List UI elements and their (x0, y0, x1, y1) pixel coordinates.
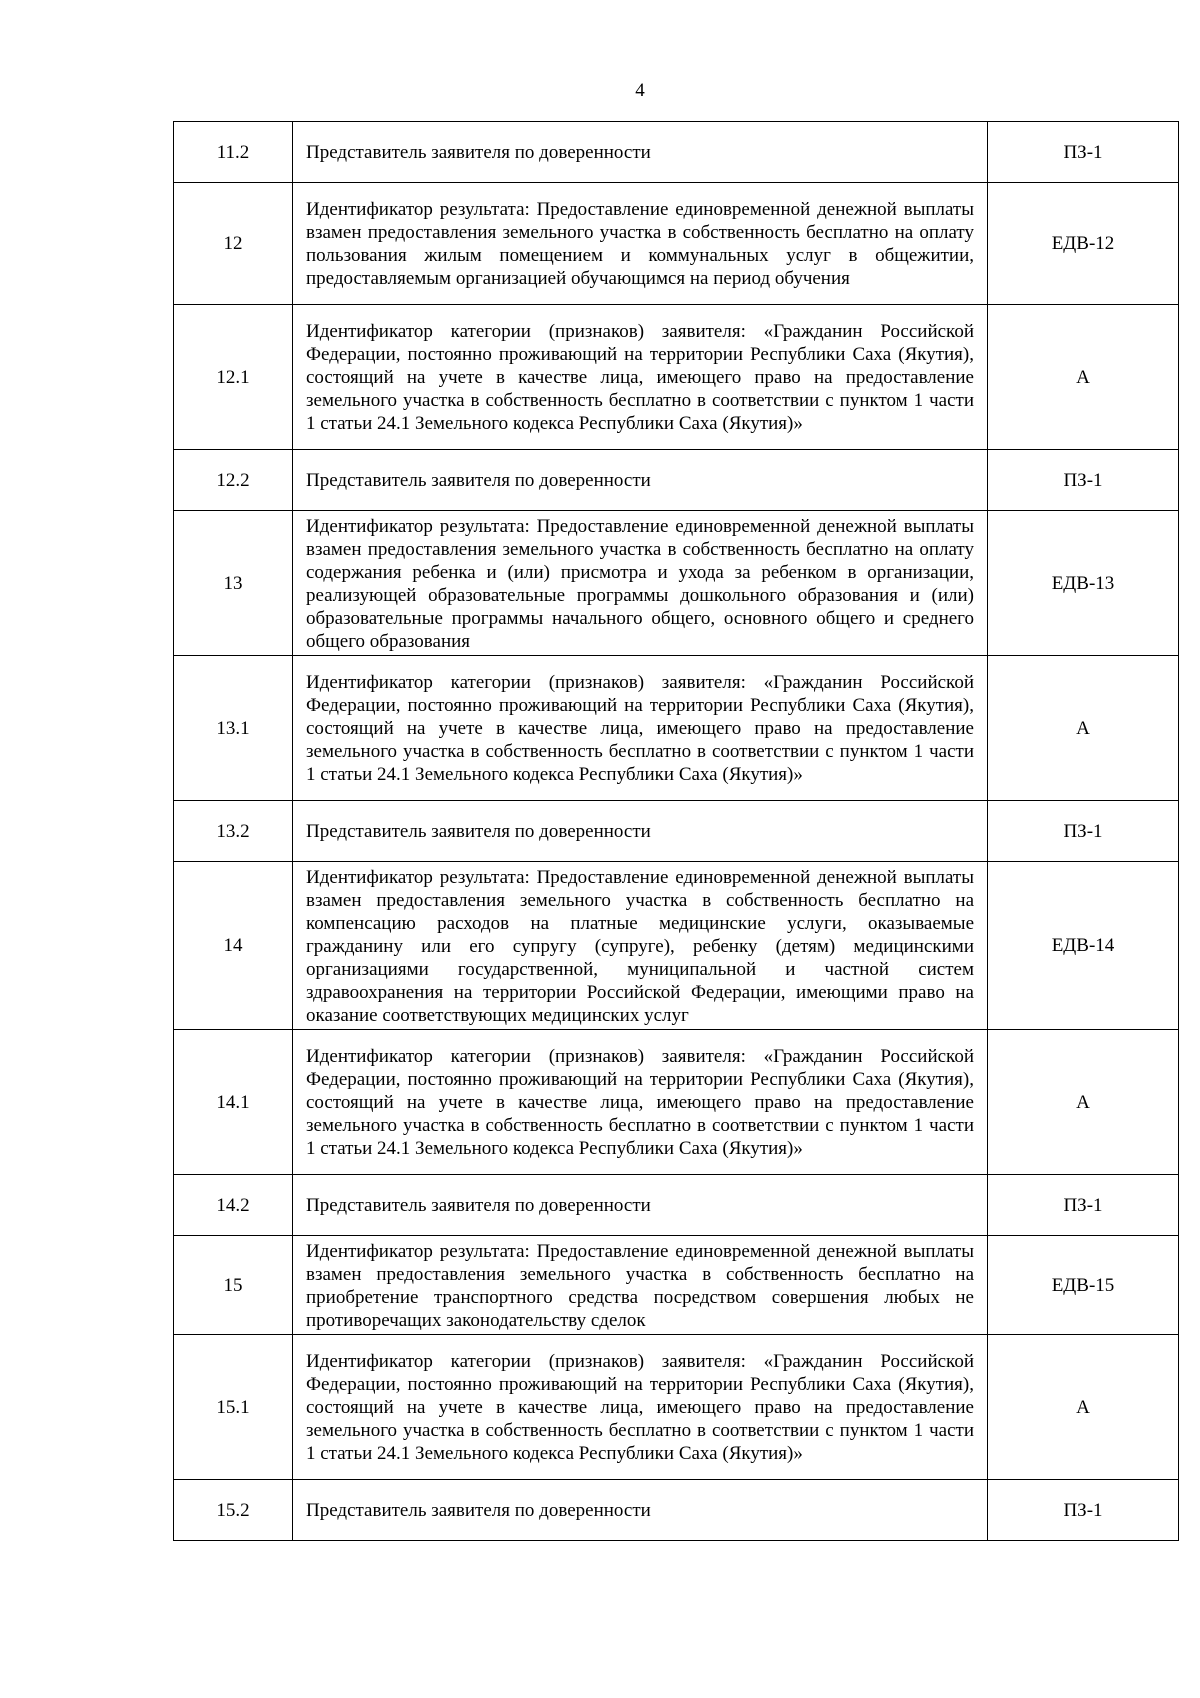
row-description: Идентификатор результата: Предоставление единовременной денежной выплаты взамен предоставления земельного участка в собственность бесплатно на компенсацию расходов на платные медицинские услуги, оказываемые гражданину или его супругу (супруге), ребенку (детям) медицинскими организациями государственной, муниципальной и частной систем здравоохранения на территории Российской Федерации, имеющими право на оказание соответствующих медицинских услуг (293, 862, 988, 1030)
row-description: Представитель заявителя по доверенности (293, 1480, 988, 1541)
row-code: ПЗ-1 (988, 801, 1179, 862)
row-number: 15.1 (174, 1335, 293, 1480)
row-number: 12 (174, 183, 293, 305)
row-number: 15 (174, 1236, 293, 1335)
row-description: Идентификатор категории (признаков) заявителя: «Гражданин Российской Федерации, постоянно проживающий на территории Республики Саха (Якутия), состоящий на учете в качестве лица, имеющего право на предоставление земельного участка в собственность бесплатно в соответствии с пунктом 1 части 1 статьи 24.1 Земельного кодекса Республики Саха (Якутия)» (293, 1335, 988, 1480)
row-code: ПЗ-1 (988, 122, 1179, 183)
table-row (174, 511, 1179, 656)
row-code: А (988, 1030, 1179, 1175)
table-row (174, 1175, 1179, 1236)
row-code: ПЗ-1 (988, 1175, 1179, 1236)
table-row (174, 305, 1179, 450)
table-row (174, 801, 1179, 862)
row-description: Идентификатор результата: Предоставление единовременной денежной выплаты взамен предоставления земельного участка в собственность бесплатно на приобретение транспортного средства посредством совершения любых не противоречащих законодательству сделок (293, 1236, 988, 1335)
row-number: 11.2 (174, 122, 293, 183)
table-row (174, 862, 1179, 1030)
row-description: Идентификатор результата: Предоставление единовременной денежной выплаты взамен предоставления земельного участка в собственность бесплатно на оплату пользования жилым помещением и коммунальных услуг в общежитии, предоставляемым организацией обучающимся на период обучения (293, 183, 988, 305)
row-number: 12.2 (174, 450, 293, 511)
row-number: 14.1 (174, 1030, 293, 1175)
row-code: ПЗ-1 (988, 450, 1179, 511)
row-code: ЕДВ-12 (988, 183, 1179, 305)
row-description: Идентификатор результата: Предоставление единовременной денежной выплаты взамен предоставления земельного участка в собственность бесплатно на оплату содержания ребенка и (или) присмотра и ухода за ребенком в организации, реализующей образовательные программы дошкольного образования и (или) образовательные программы начального общего, основного общего и среднего общего образования (293, 511, 988, 656)
row-description: Представитель заявителя по доверенности (293, 450, 988, 511)
row-number: 14.2 (174, 1175, 293, 1236)
table-row (174, 122, 1179, 183)
page-number: 4 (635, 80, 645, 101)
table-row (174, 450, 1179, 511)
table-row (174, 1030, 1179, 1175)
row-code: А (988, 305, 1179, 450)
row-description: Идентификатор категории (признаков) заявителя: «Гражданин Российской Федерации, постоянно проживающий на территории Республики Саха (Якутия), состоящий на учете в качестве лица, имеющего право на предоставление земельного участка в собственность бесплатно в соответствии с пунктом 1 части 1 статьи 24.1 Земельного кодекса Республики Саха (Якутия)» (293, 656, 988, 801)
table-row (174, 1236, 1179, 1335)
table-row (174, 183, 1179, 305)
row-description: Идентификатор категории (признаков) заявителя: «Гражданин Российской Федерации, постоянно проживающий на территории Республики Саха (Якутия), состоящий на учете в качестве лица, имеющего право на предоставление земельного участка в собственность бесплатно в соответствии с пунктом 1 части 1 статьи 24.1 Земельного кодекса Республики Саха (Якутия)» (293, 305, 988, 450)
data-table (173, 121, 1179, 1541)
row-description: Идентификатор категории (признаков) заявителя: «Гражданин Российской Федерации, постоянно проживающий на территории Республики Саха (Якутия), состоящий на учете в качестве лица, имеющего право на предоставление земельного участка в собственность бесплатно в соответствии с пунктом 1 части 1 статьи 24.1 Земельного кодекса Республики Саха (Якутия)» (293, 1030, 988, 1175)
row-number: 13 (174, 511, 293, 656)
row-code: ПЗ-1 (988, 1480, 1179, 1541)
row-description: Представитель заявителя по доверенности (293, 1175, 988, 1236)
table-row (174, 1335, 1179, 1480)
row-number: 13.2 (174, 801, 293, 862)
table-row (174, 656, 1179, 801)
row-number: 15.2 (174, 1480, 293, 1541)
row-code: ЕДВ-15 (988, 1236, 1179, 1335)
row-code: ЕДВ-13 (988, 511, 1179, 656)
row-code: А (988, 1335, 1179, 1480)
table-row (174, 1480, 1179, 1541)
row-code: ЕДВ-14 (988, 862, 1179, 1030)
row-number: 14 (174, 862, 293, 1030)
row-code: А (988, 656, 1179, 801)
row-number: 13.1 (174, 656, 293, 801)
row-number: 12.1 (174, 305, 293, 450)
row-description: Представитель заявителя по доверенности (293, 122, 988, 183)
row-description: Представитель заявителя по доверенности (293, 801, 988, 862)
